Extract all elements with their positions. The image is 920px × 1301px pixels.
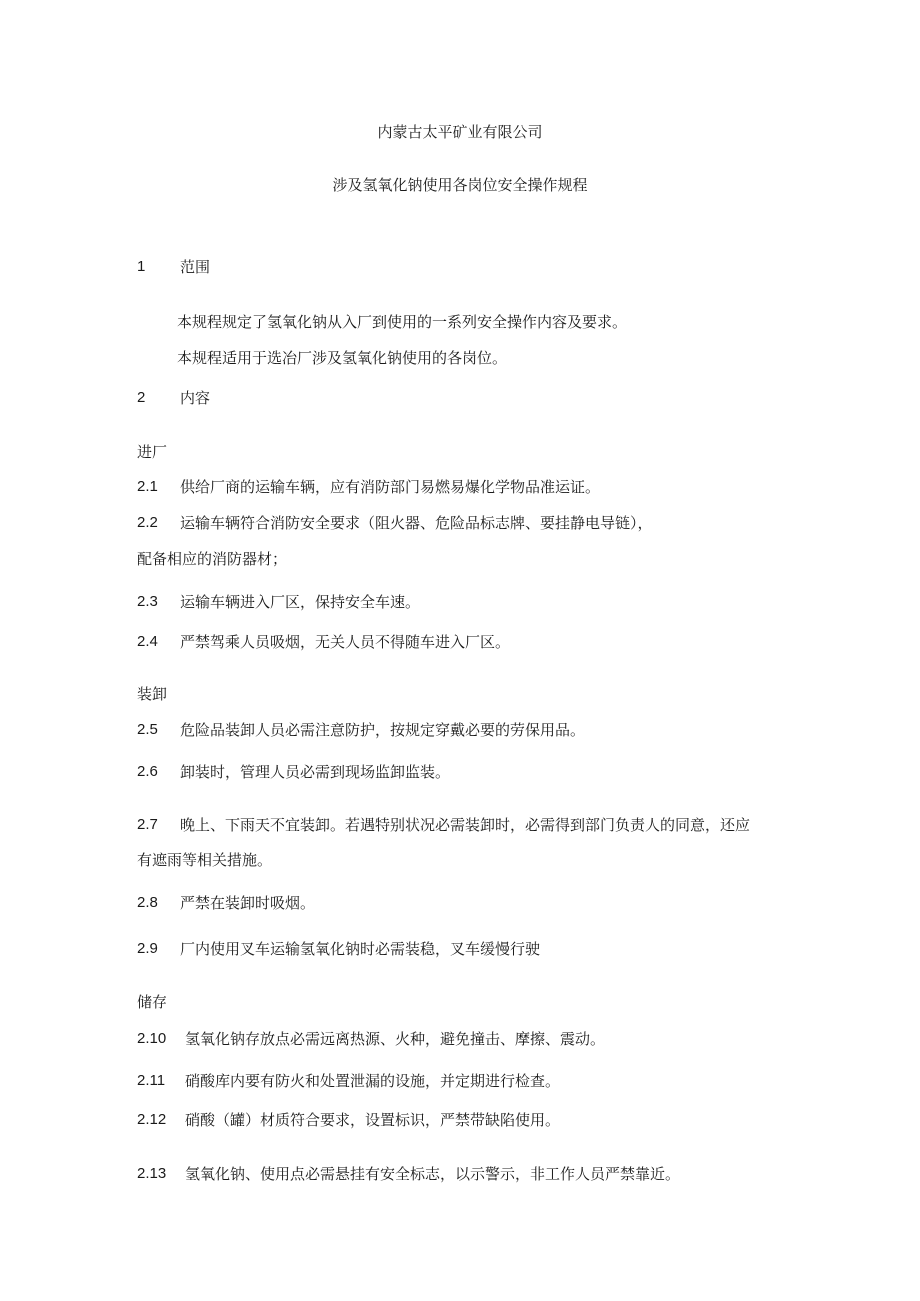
item-number: 2.2: [137, 514, 158, 531]
item-number: 2.8: [137, 894, 158, 911]
group-title: 进厂: [137, 443, 168, 461]
item-number: 2.5: [137, 721, 158, 738]
item-text: 氢氧化钠、使用点必需悬挂有安全标志，以示警示，非工作人员严禁靠近。: [185, 1165, 681, 1183]
section-number: 2: [137, 389, 146, 406]
item-text: 严禁驾乘人员吸烟，无关人员不得随车进入厂区。: [180, 633, 511, 651]
group-title: 储存: [137, 993, 168, 1011]
paragraph: 本规程适用于选冶厂涉及氢氧化钠使用的各岗位。: [177, 349, 508, 367]
item-number: 2.6: [137, 763, 158, 780]
item-number: 2.1: [137, 478, 158, 495]
document-title: 涉及氢氧化钠使用各岗位安全操作规程: [332, 176, 588, 194]
section-heading: 范围: [180, 258, 211, 276]
item-continuation: 有遮雨等相关措施。: [137, 851, 273, 869]
item-number: 2.13: [137, 1165, 167, 1182]
item-text: 运输车辆符合消防安全要求（阻火器、危险品标志牌、要挂静电导链），: [180, 514, 653, 532]
item-text: 厂内使用叉车运输氢氧化钠时必需装稳，叉车缓慢行驶: [180, 940, 541, 958]
item-number: 2.11: [137, 1072, 166, 1089]
item-text: 严禁在装卸时吸烟。: [180, 894, 316, 912]
item-text: 危险品装卸人员必需注意防护，按规定穿戴必要的劳保用品。: [180, 721, 586, 739]
company-name: 内蒙古太平矿业有限公司: [377, 123, 543, 141]
section-heading: 内容: [180, 389, 211, 407]
section-number: 1: [137, 258, 146, 275]
item-text: 氢氧化钠存放点必需远离热源、火种，避免撞击、摩擦、震动。: [185, 1030, 606, 1048]
item-text: 硝酸（罐）材质符合要求，设置标识，严禁带缺陷使用。: [185, 1111, 561, 1129]
item-number: 2.10: [137, 1030, 167, 1047]
item-text: 晚上、下雨天不宜装卸。若遇特别状况必需装卸时，必需得到部门负责人的同意，还应: [180, 816, 751, 834]
group-title: 装卸: [137, 685, 168, 703]
paragraph: 本规程规定了氢氧化钠从入厂到使用的一系列安全操作内容及要求。: [177, 313, 628, 331]
item-continuation: 配备相应的消防器材；: [137, 550, 288, 568]
item-number: 2.4: [137, 633, 158, 650]
item-text: 硝酸库内要有防火和处置泄漏的设施，并定期进行检查。: [185, 1072, 561, 1090]
item-number: 2.3: [137, 593, 158, 610]
item-text: 供给厂商的运输车辆，应有消防部门易燃易爆化学物品准运证。: [180, 478, 601, 496]
item-number: 2.9: [137, 940, 158, 957]
item-text: 运输车辆进入厂区，保持安全车速。: [180, 593, 421, 611]
item-number: 2.12: [137, 1111, 167, 1128]
item-text: 卸装时，管理人员必需到现场监卸监装。: [180, 763, 451, 781]
item-number: 2.7: [137, 816, 158, 833]
